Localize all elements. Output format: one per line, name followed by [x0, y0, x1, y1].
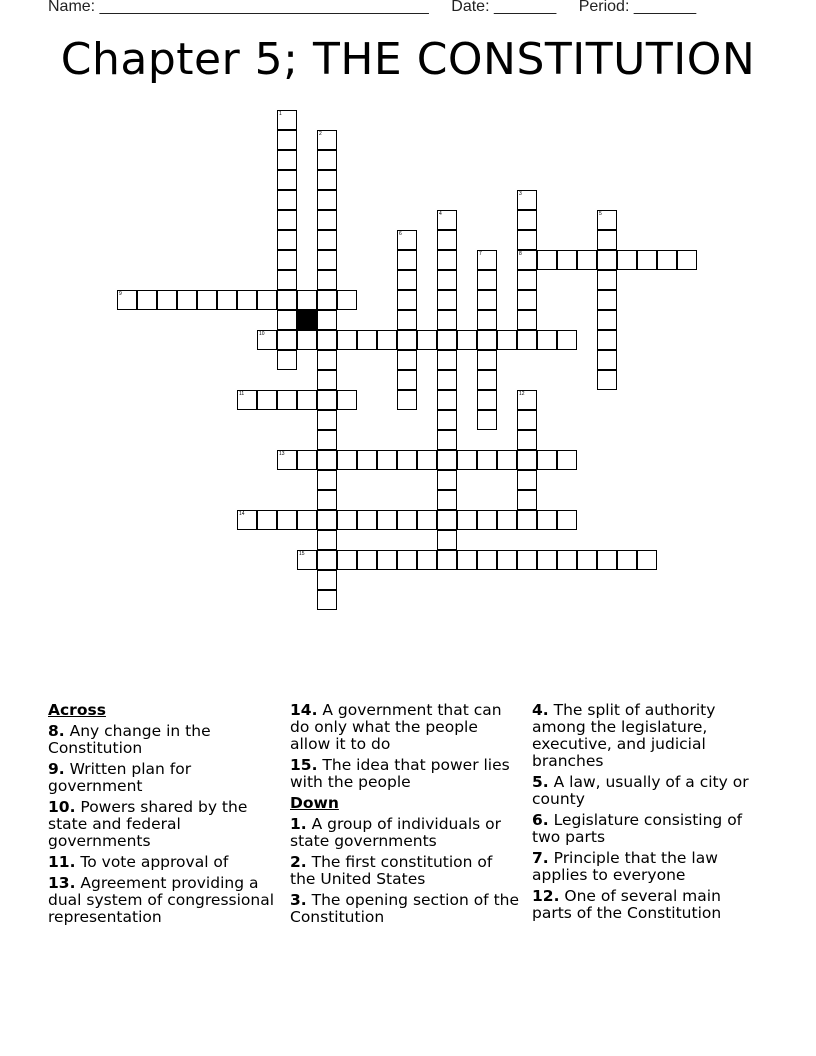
crossword-cell[interactable] — [637, 550, 657, 570]
clue-number-label: 10 — [259, 331, 265, 337]
clue-number: 2. — [290, 853, 307, 871]
crossword-cell[interactable] — [457, 550, 477, 570]
crossword-cell[interactable] — [457, 330, 477, 350]
crossword-cell[interactable] — [117, 290, 137, 310]
clue-down-12 — [532, 888, 764, 922]
crossword-cell[interactable] — [497, 550, 517, 570]
clue-number-label: 15 — [299, 551, 305, 557]
crossword-cell[interactable] — [597, 290, 617, 310]
clue-across-8 — [48, 723, 280, 757]
clue-number-label: 7 — [479, 251, 482, 257]
crossword-cell[interactable] — [397, 370, 417, 390]
crossword-cell[interactable] — [317, 130, 337, 150]
crossword-cell[interactable] — [617, 250, 637, 270]
clue-column-1 — [48, 702, 280, 930]
crossword-cell[interactable] — [437, 370, 457, 390]
crossword-cell[interactable] — [357, 550, 377, 570]
crossword-cell[interactable] — [437, 230, 457, 250]
crossword-cell[interactable] — [417, 510, 437, 530]
clue-text: The first constitution of the United States — [290, 853, 493, 888]
crossword-cell[interactable] — [437, 210, 457, 230]
clue-text: Agreement providing a dual system of congressional representation — [48, 874, 275, 926]
crossword-cell[interactable] — [557, 510, 577, 530]
crossword-cell[interactable] — [437, 470, 457, 490]
crossword-cell[interactable] — [277, 190, 297, 210]
crossword-cell[interactable] — [477, 370, 497, 390]
crossword-cell[interactable] — [417, 330, 437, 350]
crossword-cell[interactable] — [257, 510, 277, 530]
crossword-cell[interactable] — [317, 230, 337, 250]
clue-number: 15. — [290, 756, 318, 774]
crossword-cell[interactable] — [517, 470, 537, 490]
crossword-cell[interactable] — [437, 350, 457, 370]
crossword-cell[interactable] — [417, 550, 437, 570]
clue-number: 1. — [290, 815, 307, 833]
crossword-cell[interactable] — [517, 290, 537, 310]
crossword-cell[interactable] — [517, 210, 537, 230]
crossword-cell[interactable] — [337, 550, 357, 570]
clue-text: A government that can do only what the people allow it to do — [290, 701, 502, 753]
clue-column-2 — [290, 702, 522, 930]
clue-across-11 — [48, 854, 280, 871]
clue-number-label: 4 — [439, 211, 442, 217]
clue-down-1 — [290, 816, 522, 850]
clue-text: Written plan for government — [48, 760, 192, 795]
crossword-cell[interactable] — [237, 390, 257, 410]
clue-number: 11. — [48, 853, 76, 871]
crossword-cell[interactable] — [317, 290, 337, 310]
crossword-cell[interactable] — [597, 550, 617, 570]
crossword-cell[interactable] — [277, 290, 297, 310]
crossword-cell[interactable] — [397, 450, 417, 470]
crossword-cell[interactable] — [477, 250, 497, 270]
crossword-cell[interactable] — [317, 570, 337, 590]
crossword-cell[interactable] — [217, 290, 237, 310]
crossword-cell[interactable] — [277, 130, 297, 150]
clue-number: 6. — [532, 811, 549, 829]
crossword-cell[interactable] — [257, 290, 277, 310]
crossword-cell[interactable] — [277, 250, 297, 270]
date-label: Date: _______ — [451, 0, 557, 15]
crossword-cell[interactable] — [317, 450, 337, 470]
crossword-cell[interactable] — [317, 590, 337, 610]
crossword-cell[interactable] — [477, 450, 497, 470]
crossword-cell[interactable] — [277, 510, 297, 530]
crossword-cell[interactable] — [577, 550, 597, 570]
crossword-cell[interactable] — [317, 150, 337, 170]
clue-number-label: 14 — [239, 511, 245, 517]
crossword-cell[interactable] — [437, 250, 457, 270]
page-title: Chapter 5; THE CONSTITUTION — [60, 34, 756, 85]
crossword-cell[interactable] — [297, 450, 317, 470]
crossword-cell[interactable] — [317, 210, 337, 230]
clue-number-label: 2 — [319, 131, 322, 137]
crossword-cell[interactable] — [637, 250, 657, 270]
crossword-cell[interactable] — [277, 350, 297, 370]
clue-number: 10. — [48, 798, 76, 816]
clue-text: The split of authority among the legislature, executive, and judicial branches — [532, 701, 716, 770]
clue-across-9 — [48, 761, 280, 795]
crossword-cell[interactable] — [437, 510, 457, 530]
clue-down-5 — [532, 774, 764, 808]
crossword-cell[interactable] — [277, 230, 297, 250]
crossword-cell[interactable] — [617, 550, 637, 570]
clue-column-3 — [532, 702, 764, 926]
crossword-cell[interactable] — [297, 290, 317, 310]
clue-text: A law, usually of a city or county — [532, 773, 749, 808]
crossword-cell[interactable] — [277, 450, 297, 470]
crossword-cell[interactable] — [297, 390, 317, 410]
crossword-cell[interactable] — [477, 350, 497, 370]
crossword-cell[interactable] — [337, 330, 357, 350]
clue-number: 3. — [290, 891, 307, 909]
crossword-cell[interactable] — [377, 550, 397, 570]
crossword-cell[interactable] — [397, 250, 417, 270]
crossword-cell[interactable] — [317, 550, 337, 570]
crossword-cell[interactable] — [477, 510, 497, 530]
crossword-cell[interactable] — [317, 170, 337, 190]
clue-number-label: 8 — [519, 251, 522, 257]
crossword-cell[interactable] — [557, 330, 577, 350]
crossword-cell[interactable] — [377, 450, 397, 470]
clue-down-6 — [532, 812, 764, 846]
crossword-cell[interactable] — [417, 450, 437, 470]
crossword-cell[interactable] — [397, 550, 417, 570]
clue-down-7 — [532, 850, 764, 884]
crossword-cell[interactable] — [377, 330, 397, 350]
crossword-cell[interactable] — [557, 250, 577, 270]
crossword-cell[interactable] — [477, 310, 497, 330]
crossword-cell[interactable] — [537, 330, 557, 350]
clue-text: Principle that the law applies to everyone — [532, 849, 718, 884]
crossword-cell[interactable] — [317, 410, 337, 430]
clue-across-14 — [290, 702, 522, 753]
crossword-cell[interactable] — [437, 390, 457, 410]
clue-number-label: 3 — [519, 191, 522, 197]
clue-number: 12. — [532, 887, 560, 905]
crossword-cell[interactable] — [297, 330, 317, 350]
crossword-cell[interactable] — [397, 230, 417, 250]
crossword-cell[interactable] — [317, 470, 337, 490]
clue-text: Legislature consisting of two parts — [532, 811, 743, 846]
crossword-cell[interactable] — [477, 330, 497, 350]
crossword-cell[interactable] — [397, 330, 417, 350]
crossword-cell[interactable] — [437, 430, 457, 450]
crossword-cell[interactable] — [597, 250, 617, 270]
crossword-cell[interactable] — [337, 390, 357, 410]
crossword-cell[interactable] — [397, 310, 417, 330]
crossword-cell[interactable] — [317, 430, 337, 450]
across-heading: Across — [48, 701, 106, 719]
crossword-cell[interactable] — [317, 510, 337, 530]
crossword-cell[interactable] — [277, 270, 297, 290]
crossword-cell[interactable] — [277, 390, 297, 410]
crossword-cell[interactable] — [277, 150, 297, 170]
crossword-cell[interactable] — [277, 210, 297, 230]
crossword-cell[interactable] — [677, 250, 697, 270]
clue-number: 14. — [290, 701, 318, 719]
crossword-cell[interactable] — [497, 330, 517, 350]
crossword-cell[interactable] — [397, 390, 417, 410]
crossword-cell[interactable] — [537, 510, 557, 530]
crossword-cell[interactable] — [597, 310, 617, 330]
crossword-cell[interactable] — [477, 550, 497, 570]
crossword-cell[interactable] — [657, 250, 677, 270]
crossword-cell[interactable] — [517, 390, 537, 410]
clue-number-label: 1 — [279, 111, 282, 117]
crossword-cell[interactable] — [517, 550, 537, 570]
crossword-cell[interactable] — [397, 350, 417, 370]
clue-number-label: 11 — [239, 391, 245, 397]
crossword-cell[interactable] — [397, 510, 417, 530]
clue-down-3 — [290, 892, 522, 926]
crossword-cell[interactable] — [497, 450, 517, 470]
name-label: Name: _____________________________________ — [48, 0, 429, 15]
crossword-cell[interactable] — [357, 330, 377, 350]
clue-text: A group of individuals or state governments — [290, 815, 502, 850]
clue-number: 13. — [48, 874, 76, 892]
clue-text: Any change in the Constitution — [48, 722, 211, 757]
down-heading: Down — [290, 794, 339, 812]
crossword-cell[interactable] — [317, 350, 337, 370]
crossword-cell[interactable] — [537, 550, 557, 570]
clue-number: 8. — [48, 722, 65, 740]
period-label: Period: _______ — [578, 0, 697, 15]
crossword-cell[interactable] — [297, 510, 317, 530]
crossword-cell[interactable] — [517, 510, 537, 530]
clue-number-label: 13 — [279, 451, 285, 457]
clue-number-label: 6 — [399, 231, 402, 237]
crossword-cell[interactable] — [277, 110, 297, 130]
crossword-cell[interactable] — [517, 450, 537, 470]
crossword-cell[interactable] — [597, 270, 617, 290]
clue-number: 9. — [48, 760, 65, 778]
crossword-cell[interactable] — [277, 310, 297, 330]
crossword-cell[interactable] — [437, 490, 457, 510]
crossword-cell[interactable] — [157, 290, 177, 310]
crossword-cell[interactable] — [397, 290, 417, 310]
crossword-cell[interactable] — [537, 250, 557, 270]
crossword-cell[interactable] — [557, 550, 577, 570]
crossword-cell[interactable] — [257, 330, 277, 350]
clue-down-4 — [532, 702, 764, 770]
crossword-cell[interactable] — [597, 370, 617, 390]
clue-text: Powers shared by the state and federal governments — [48, 798, 248, 850]
crossword-cell[interactable] — [317, 330, 337, 350]
crossword-cell[interactable] — [457, 510, 477, 530]
crossword-cell[interactable] — [437, 290, 457, 310]
crossword-black-cell — [297, 310, 317, 330]
crossword-cell[interactable] — [597, 350, 617, 370]
clue-number-label: 5 — [599, 211, 602, 217]
crossword-cell[interactable] — [597, 330, 617, 350]
crossword-cell[interactable] — [337, 510, 357, 530]
crossword-cell[interactable] — [357, 450, 377, 470]
clue-number-label: 12 — [519, 391, 525, 397]
crossword-cell[interactable] — [317, 310, 337, 330]
clue-number: 4. — [532, 701, 549, 719]
crossword-cell[interactable] — [257, 390, 277, 410]
crossword-cell[interactable] — [317, 490, 337, 510]
crossword-cell[interactable] — [597, 230, 617, 250]
crossword-cell[interactable] — [517, 490, 537, 510]
crossword-cell[interactable] — [437, 410, 457, 430]
crossword-cell[interactable] — [277, 170, 297, 190]
crossword-cell[interactable] — [517, 190, 537, 210]
crossword-cell[interactable] — [517, 430, 537, 450]
crossword-cell[interactable] — [477, 410, 497, 430]
crossword-cell[interactable] — [437, 530, 457, 550]
clue-text: The idea that power lies with the people — [290, 756, 510, 791]
crossword-cell[interactable] — [397, 270, 417, 290]
crossword-cell[interactable] — [437, 550, 457, 570]
clue-text: One of several main parts of the Constitution — [532, 887, 722, 922]
crossword-cell[interactable] — [337, 450, 357, 470]
clue-number: 7. — [532, 849, 549, 867]
crossword-cell[interactable] — [517, 230, 537, 250]
crossword-cell[interactable] — [137, 290, 157, 310]
clue-number: 5. — [532, 773, 549, 791]
crossword-cell[interactable] — [437, 330, 457, 350]
clue-across-10 — [48, 799, 280, 850]
crossword-cell[interactable] — [437, 450, 457, 470]
crossword-cell[interactable] — [517, 250, 537, 270]
crossword-cell[interactable] — [237, 290, 257, 310]
crossword-cell[interactable] — [377, 510, 397, 530]
crossword-cell[interactable] — [477, 270, 497, 290]
clue-text: To vote approval of — [75, 853, 229, 871]
crossword-cell[interactable] — [597, 210, 617, 230]
crossword-cell[interactable] — [317, 530, 337, 550]
crossword-cell[interactable] — [517, 330, 537, 350]
crossword-cell[interactable] — [237, 510, 257, 530]
crossword-cell[interactable] — [517, 310, 537, 330]
clue-down-2 — [290, 854, 522, 888]
crossword-cell[interactable] — [317, 250, 337, 270]
clue-number-label: 9 — [119, 291, 122, 297]
crossword-cell[interactable] — [177, 290, 197, 310]
crossword-cell[interactable] — [277, 330, 297, 350]
crossword-cell[interactable] — [517, 410, 537, 430]
clue-across-15 — [290, 757, 522, 791]
crossword-cell[interactable] — [577, 250, 597, 270]
crossword-cell[interactable] — [437, 310, 457, 330]
crossword-cell[interactable] — [557, 450, 577, 470]
crossword-cell[interactable] — [297, 550, 317, 570]
crossword-cell[interactable] — [197, 290, 217, 310]
clue-text: The opening section of the Constitution — [290, 891, 520, 926]
crossword-cell[interactable] — [317, 390, 337, 410]
clue-across-13 — [48, 875, 280, 926]
crossword-cell[interactable] — [317, 190, 337, 210]
crossword-cell[interactable] — [457, 450, 477, 470]
crossword-cell[interactable] — [477, 290, 497, 310]
crossword-cell[interactable] — [437, 270, 457, 290]
crossword-cell[interactable] — [517, 270, 537, 290]
crossword-cell[interactable] — [477, 390, 497, 410]
crossword-cell[interactable] — [317, 370, 337, 390]
crossword-cell[interactable] — [537, 450, 557, 470]
crossword-cell[interactable] — [357, 510, 377, 530]
crossword-cell[interactable] — [337, 290, 357, 310]
crossword-cell[interactable] — [317, 270, 337, 290]
crossword-cell[interactable] — [497, 510, 517, 530]
